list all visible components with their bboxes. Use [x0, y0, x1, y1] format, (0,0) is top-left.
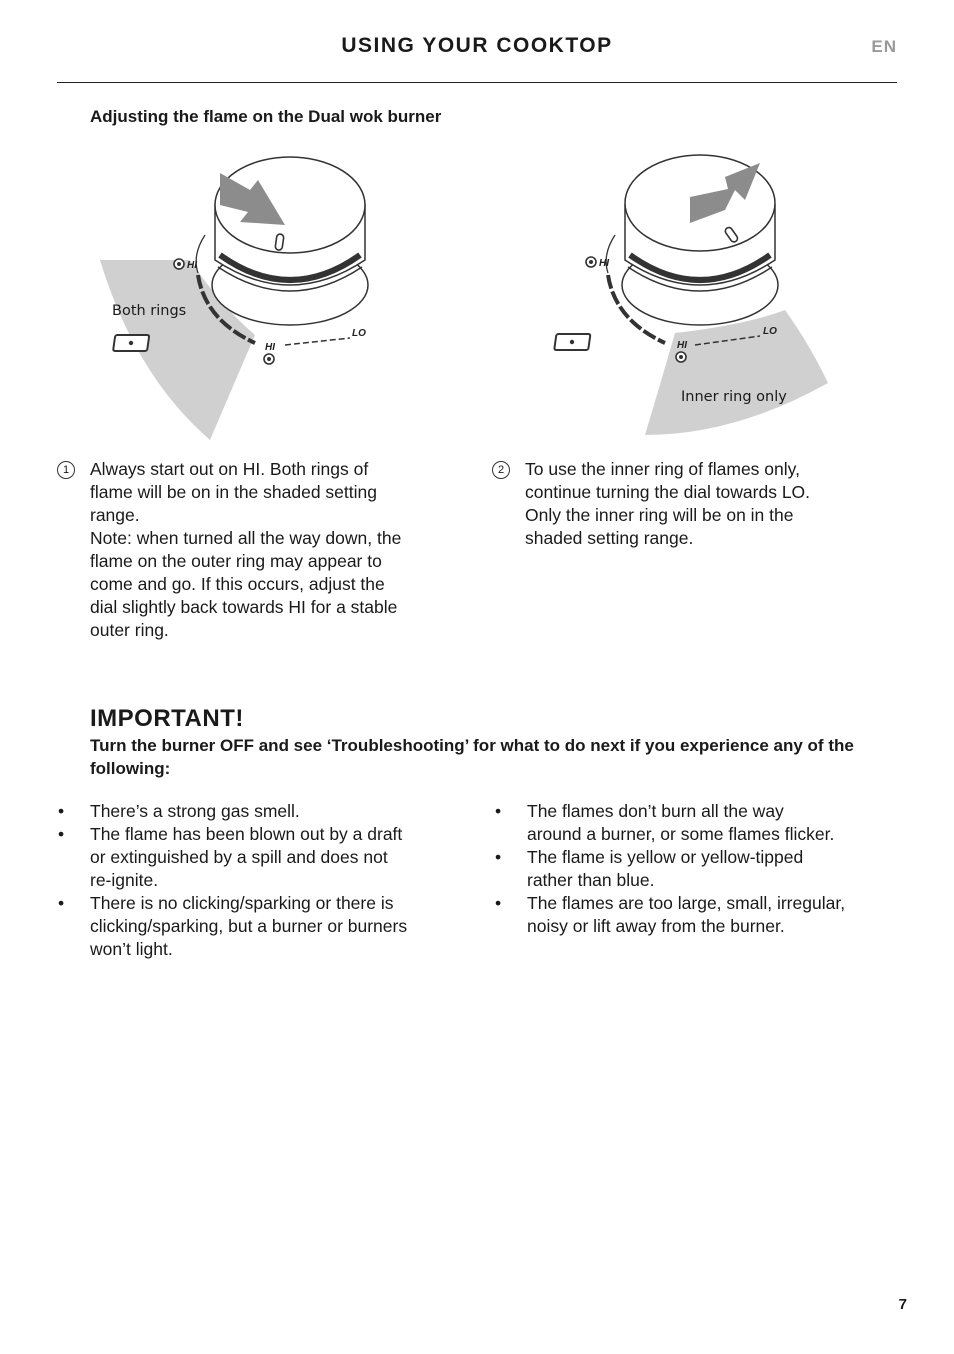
list-item [495, 800, 907, 846]
hi-bottom-label: HI [265, 342, 275, 353]
step-line: shaded setting range. [525, 528, 694, 548]
list-item-line: There’s a strong gas smell. [90, 801, 300, 821]
list-item-line: The flame has been blown out by a draft [90, 824, 403, 844]
dial-indicator [275, 234, 284, 251]
step-line: Only the inner ring will be on in the [525, 505, 794, 525]
simmer-plate-dot [570, 340, 574, 344]
figure-inner-ring [535, 145, 855, 450]
list-item-line: around a burner, or some flames flicker. [527, 824, 835, 844]
burner-knob-diagram-right [535, 145, 855, 445]
list-item-line: The flames are too large, small, irregular, [527, 893, 846, 913]
step-number-badge: 2 [492, 461, 510, 479]
list-item-line: or extinguished by a spill and does not [90, 847, 388, 867]
list-item-line: There is no clicking/sparking or there is [90, 893, 394, 913]
page-number: 7 [898, 1296, 907, 1313]
list-item-line: won’t light. [90, 939, 173, 959]
single-ring-symbol-dot [679, 355, 683, 359]
list-item-line: clicking/sparking, but a burner or burners [90, 916, 408, 936]
bullet-icon: • [495, 801, 502, 821]
step-line: Always start out on HI. Both rings of [90, 459, 369, 479]
step-line: flame will be on in the shaded setting [90, 482, 377, 502]
important-subtitle: Turn the burner OFF and see ‘Troubleshooting’ for what to do next if you experience any of the following: [90, 736, 854, 778]
dual-ring-symbol-dot [177, 262, 181, 266]
list-item [495, 846, 907, 892]
step-line: range. [90, 505, 140, 525]
step-line: flame on the outer ring may appear to [90, 551, 382, 571]
hi-bottom-label: HI [677, 340, 687, 351]
dual-ring-symbol-dot [589, 260, 593, 264]
simmer-plate-dot [129, 341, 133, 345]
shaded-range-right [645, 310, 828, 435]
shaded-label-inner-ring: Inner ring only [681, 389, 787, 405]
page-header-title: USING YOUR COOKTOP [341, 34, 613, 57]
list-item [58, 800, 480, 823]
bullet-icon: • [58, 801, 65, 821]
step-line: To use the inner ring of flames only, [525, 459, 800, 479]
important-title: IMPORTANT! [90, 705, 244, 732]
step-number-badge: 1 [57, 461, 75, 479]
scale-dashes [285, 338, 350, 345]
step-line: come and go. If this occurs, adjust the [90, 574, 385, 594]
list-item-line: re-ignite. [90, 870, 159, 890]
language-code: EN [871, 37, 897, 56]
step-line: Note: when turned all the way down, the [90, 528, 402, 548]
warning-list-right [495, 800, 907, 938]
bullet-icon: • [58, 893, 65, 913]
bullet-icon: • [495, 893, 502, 913]
hi-top-label: HI [187, 260, 197, 271]
section-heading: Adjusting the flame on the Dual wok burner [90, 107, 442, 126]
list-item-line: rather than blue. [527, 870, 655, 890]
lo-label: LO [763, 326, 777, 337]
single-ring-symbol-dot [267, 357, 271, 361]
step-line: dial slightly back towards HI for a stable [90, 597, 398, 617]
list-item [58, 892, 480, 961]
step-2 [497, 458, 905, 550]
step-line: outer ring. [90, 620, 169, 640]
bullet-icon: • [58, 824, 65, 844]
warning-list-left [58, 800, 480, 961]
list-item [58, 823, 480, 892]
list-item [495, 892, 907, 938]
list-item-line: The flames don’t burn all the way [527, 801, 784, 821]
list-item-line: noisy or lift away from the burner. [527, 916, 785, 936]
step-1 [62, 458, 480, 642]
header-divider [57, 82, 897, 83]
lo-label: LO [352, 328, 366, 339]
step-line: continue turning the dial towards LO. [525, 482, 811, 502]
shaded-label-both-rings: Both rings [112, 303, 187, 319]
hi-top-label: HI [599, 258, 609, 269]
figure-both-rings [80, 145, 400, 450]
list-item-line: The flame is yellow or yellow-tipped [527, 847, 804, 867]
bullet-icon: • [495, 847, 502, 867]
burner-knob-diagram-left [80, 145, 400, 445]
scale-arc-upper [196, 235, 205, 273]
